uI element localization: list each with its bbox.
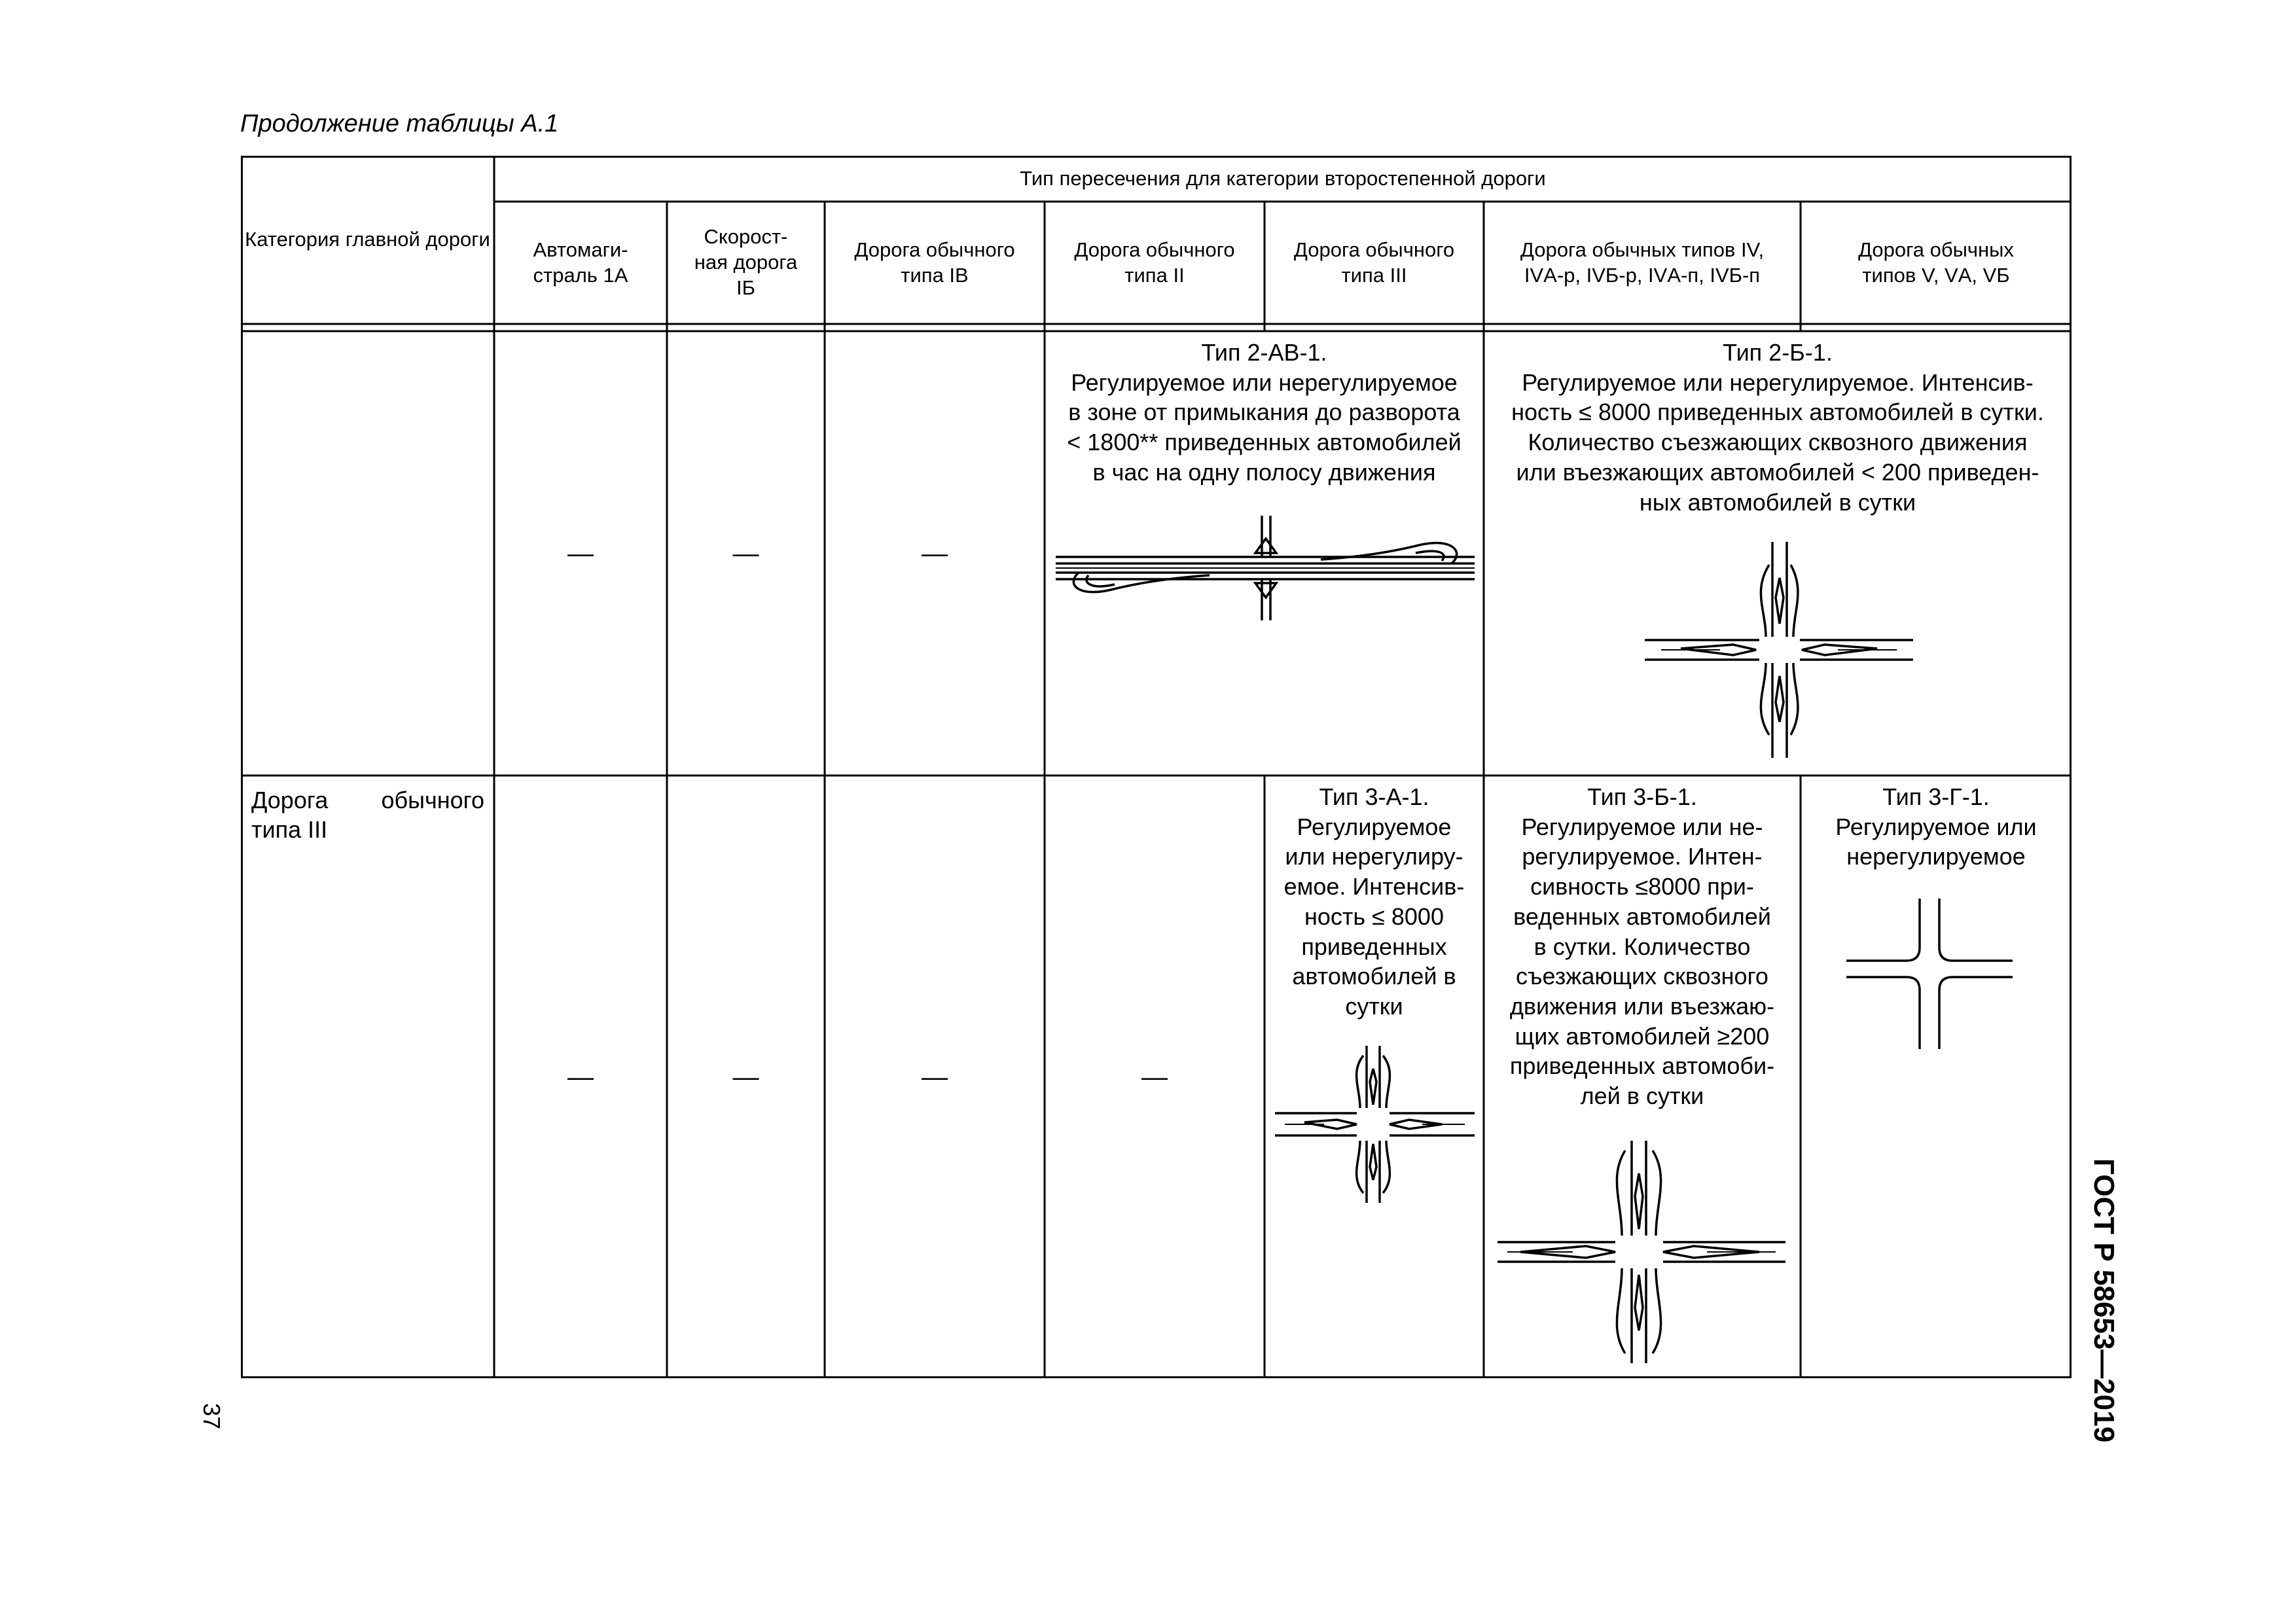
row1-cell-3: — xyxy=(922,539,948,568)
header-col-4: Дорога обычного типа II xyxy=(1074,238,1235,287)
row2-cell-1: — xyxy=(567,1062,594,1092)
header-main-road-category: Категория главной дороги xyxy=(245,228,490,251)
header-col-2: Скорост- ная дорога IБ xyxy=(694,225,798,299)
row2-cell-2: — xyxy=(732,1062,759,1092)
header-col-6: Дорога обычных типов IV, IVА-р, IVБ-р, IVА-п, IVБ-п xyxy=(1520,238,1765,287)
row1-cell-1: — xyxy=(567,539,594,568)
row1-cell-6-7: Тип 2-Б-1. Регулируемое или нерегулируемое. Интенсив- ность ≤ 8000 приведенных автомобилей в сутки. Количество съезжающих сквозного движения или въезжающих автомобилей < 200 приведен- ных автомобилей в сутки xyxy=(1511,339,2044,516)
row2-cell-4: — xyxy=(1141,1062,1168,1092)
large-channelized-intersection-diagram xyxy=(1494,1137,1789,1366)
intersection-types-table xyxy=(241,156,2072,1378)
table-caption: Продолжение таблицы А.1 xyxy=(240,110,559,137)
row1-cell-4-5: Тип 2-АВ-1. Регулируемое или нерегулируемое в зоне от примыкания до разворота < 1800** приведенных автомобилей в час на одну полосу движения xyxy=(1067,339,1462,486)
row2-cell-3: — xyxy=(922,1062,948,1092)
header-col-1: Автомаги- страль 1А xyxy=(533,238,628,287)
row2-cell-6: Тип 3-Б-1. Регулируемое или не- регулируемое. Интен- сивность ≤8000 при- веденных автомобилей в сутки. Количество съезжающих сквозного движения или въезжаю- щих автомобилей ≥200 приведенных автомоби- лей в сутки xyxy=(1509,783,1775,1110)
row2-label: Дорога обычного типа III xyxy=(251,787,484,843)
channelized-intersection-diagram xyxy=(1272,1043,1478,1206)
header-col-5: Дорога обычного типа III xyxy=(1293,238,1455,287)
cross-intersection-diagram xyxy=(1641,539,1916,761)
page-number: 37 xyxy=(198,1403,225,1430)
row1-cell-2: — xyxy=(732,539,759,568)
header-col-7: Дорога обычных типов V, VА, VБ xyxy=(1858,238,2014,287)
simple-cross-diagram xyxy=(1841,895,2018,1052)
row2-cell-5: Тип 3-А-1. Регулируемое или нерегулиру- емое. Интенсив- ность ≤ 8000 приведенных автомобилей в сутки xyxy=(1283,783,1465,1020)
row2-cell-7: Тип 3-Г-1. Регулируемое или нерегулируемое xyxy=(1835,783,2037,870)
header-group-title: Тип пересечения для категории второстепенной дороги xyxy=(1020,166,1546,190)
uturn-interchange-diagram xyxy=(1052,512,1478,624)
document-id: ГОСТ Р 58653—2019 xyxy=(2088,1158,2120,1443)
header-col-3: Дорога обычного типа IВ xyxy=(854,238,1015,287)
